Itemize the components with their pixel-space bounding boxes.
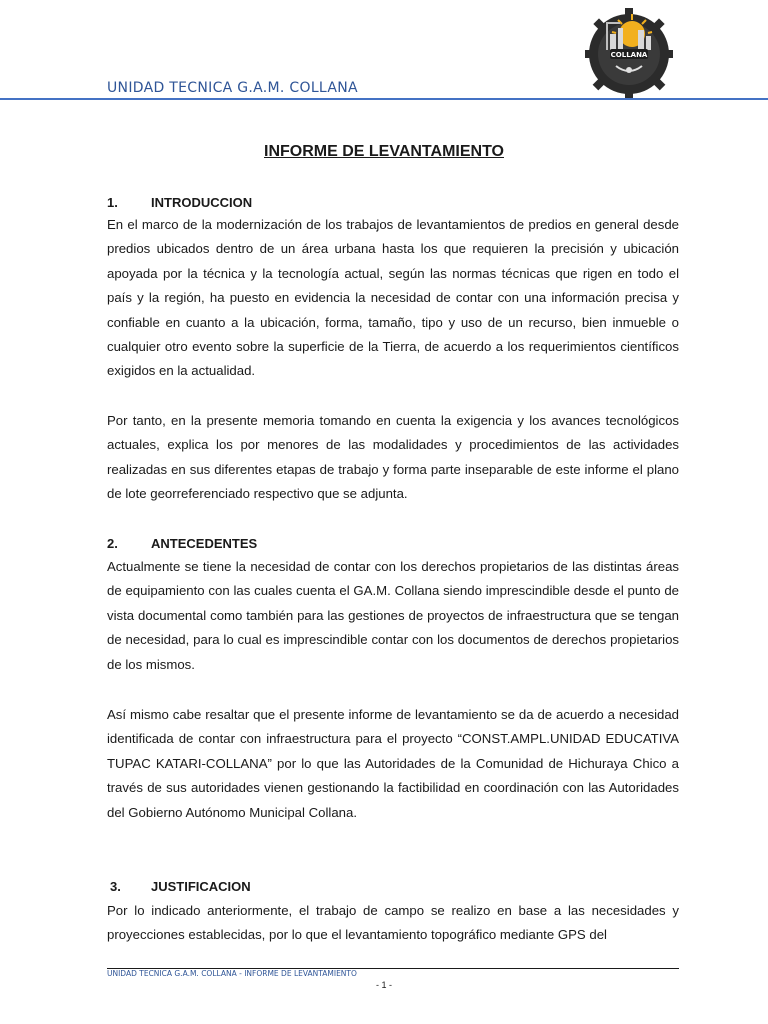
- document-title: INFORME DE LEVANTAMIENTO: [264, 143, 504, 160]
- section-1-heading: [107, 195, 252, 210]
- section-number: 3.: [110, 879, 121, 894]
- page-number: - 1 -: [375, 980, 392, 990]
- collana-logo-icon: [582, 4, 676, 98]
- logo-dot: [626, 67, 632, 73]
- section-number: 2.: [107, 536, 118, 551]
- header-rule: [0, 98, 768, 100]
- section-title: INTRODUCCION: [151, 195, 253, 210]
- paragraph: Por lo indicado anteriormente, el trabajo de campo se realizo en base a las necesidades y proyecciones establecidas, por lo que el levantamiento topográfico mediante GPS del: [107, 903, 679, 943]
- section-number: 1.: [107, 195, 118, 210]
- footer-text: UNIDAD TECNICA G.A.M. COLLANA - INFORME DE LEVANTAMIENTO: [107, 969, 357, 978]
- paragraph: Por tanto, en la presente memoria tomando en cuenta la exigencia y los avances tecnológicos actuales, explica los por menores de las modalidades y procedimientos de las actividades realizadas en sus diferentes etapas de trabajo y forma parte inseparable de este informe el plano de lote georreferenciado respectivo que se adjunta.: [107, 413, 679, 502]
- logo-text: COLLANA: [610, 51, 648, 59]
- header-title: UNIDAD TECNICA G.A.M. COLLANA: [107, 80, 358, 96]
- section-2-heading: [107, 536, 257, 551]
- section-3-heading: [110, 879, 251, 894]
- section-title: JUSTIFICACION: [151, 879, 251, 894]
- paragraph: En el marco de la modernización de los trabajos de levantamientos de predios en general desde predios ubicados dentro de un área urbana hasta los que requieren la precisión y ubicación apoyada por la técnica y la tecnología actual, según las normas técnicas que rigen en todo el país y la región, ha puesto en evidencia la necesidad de contar con una información precisa y confiable en cuanto a la ubicación, forma, tamaño, tipo y uso de un recurso, bien inmueble o cualquier otro evento sobre la superficie de la Tierra, de acuerdo a los requerimientos científicos exigidos en la actualidad.: [107, 217, 679, 379]
- paragraph: Así mismo cabe resaltar que el presente informe de levantamiento se da de acuerdo a necesidad identificada de contar con infraestructura para el proyecto “CONST.AMPL.UNIDAD EDUCATIVA TUPAC KATARI-COLLANA” por lo que las Autoridades de la Comunidad de Hichuraya Chico a través de sus autoridades vienen gestionando la factibilidad en coordinación con las Autoridades del Gobierno Autónomo Municipal Collana.: [107, 707, 679, 820]
- section-title: ANTECEDENTES: [151, 536, 258, 551]
- paragraph: Actualmente se tiene la necesidad de contar con los derechos propietarios de las distintas áreas de equipamiento con las cuales cuenta el GA.M. Collana siendo imprescindible desde el punto de vista documental como también para las gestiones de proyectos de infraestructura que se tengan de necesidad, para lo cual es imprescindible contar con los documentos de derechos propietarios de los mismos.: [107, 559, 679, 672]
